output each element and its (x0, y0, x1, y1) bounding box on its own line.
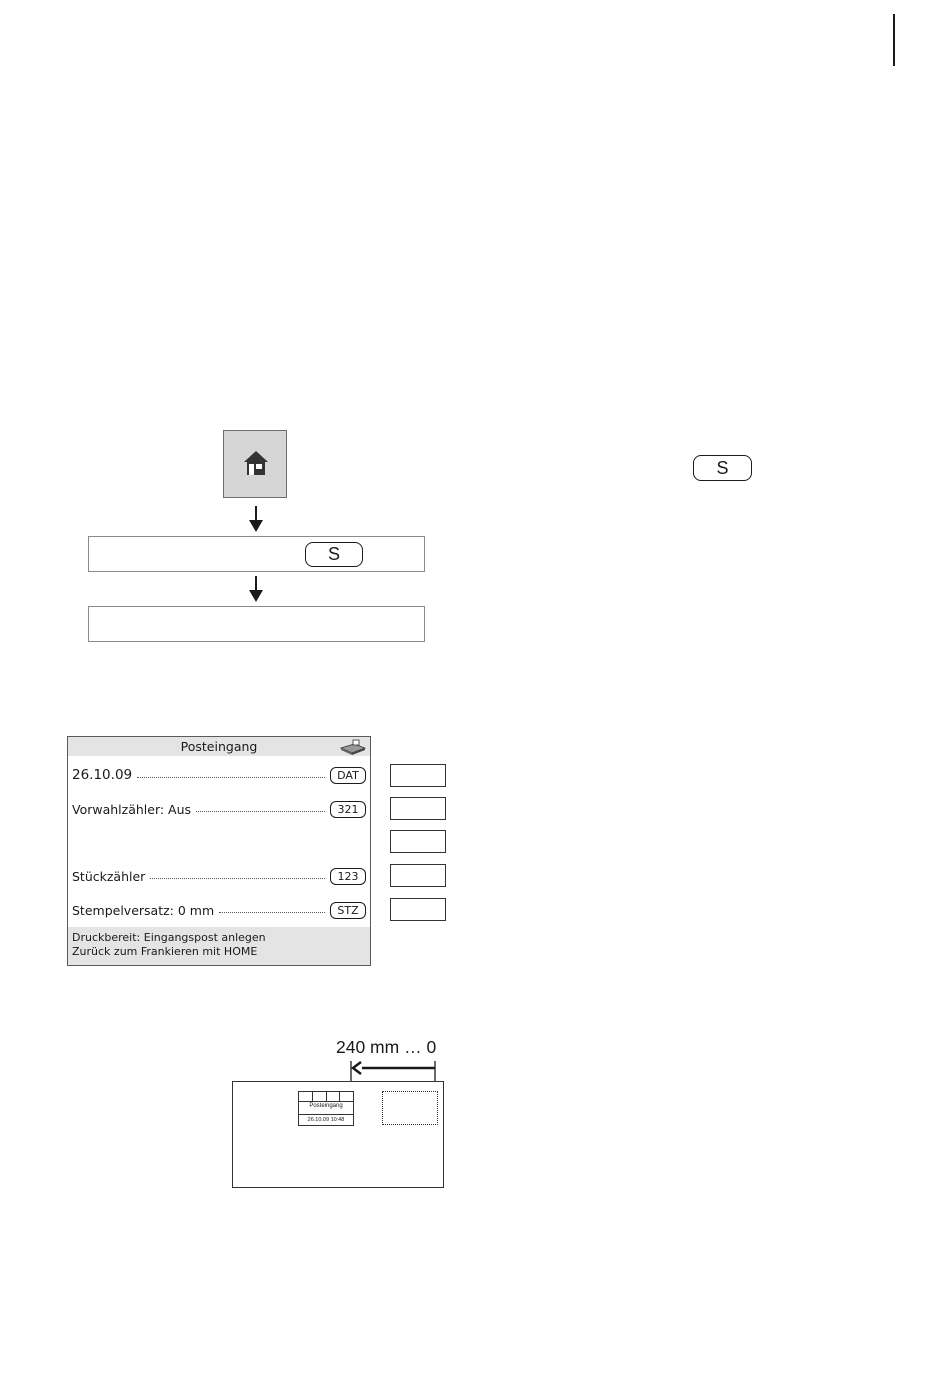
flow-step-box-1 (88, 536, 425, 572)
row-label: Stempelversatz: 0 mm (72, 902, 215, 918)
side-button-1[interactable] (390, 764, 446, 787)
dot-leader (137, 777, 325, 778)
side-button-5[interactable] (390, 898, 446, 921)
display-title: Posteingang (68, 737, 370, 756)
offset-dimension-label: 240 mm … 0 (336, 1037, 437, 1057)
display-status-bar (68, 927, 370, 965)
home-icon (243, 450, 269, 476)
softkey-dat[interactable]: DAT (330, 767, 366, 784)
imprint-stamp (298, 1091, 354, 1126)
device-display (67, 736, 371, 966)
postage-area (382, 1091, 438, 1125)
imprint-title: Posteingang (309, 1103, 343, 1109)
flow-step-box-2 (88, 606, 425, 642)
dot-leader (196, 811, 325, 812)
page-edge-marker (893, 14, 895, 66)
row-label: Vorwahlzähler: Aus (72, 801, 192, 817)
side-button-3[interactable] (390, 830, 446, 853)
dot-leader (219, 912, 325, 913)
softkey-123[interactable]: 123 (330, 868, 366, 885)
row-label: 26.10.09 (72, 767, 133, 783)
row-label: Stückzähler (72, 868, 146, 884)
display-row-date[interactable] (72, 765, 366, 785)
display-row-piece-counter[interactable] (72, 866, 366, 886)
display-row-stamp-offset[interactable] (72, 900, 366, 920)
side-button-2[interactable] (390, 797, 446, 820)
envelope (232, 1081, 444, 1188)
status-line-1: Druckbereit: Eingangspost anlegen (72, 931, 266, 944)
home-key[interactable] (223, 430, 287, 498)
s-key-button[interactable]: S (305, 542, 363, 567)
display-row-preset-counter[interactable] (72, 799, 366, 819)
status-line-2: Zurück zum Frankieren mit HOME (72, 945, 258, 958)
mail-tray-icon (340, 739, 366, 755)
side-button-4[interactable] (390, 864, 446, 887)
softkey-stz[interactable]: STZ (330, 902, 366, 919)
dot-leader (150, 878, 325, 879)
softkey-321[interactable]: 321 (330, 801, 366, 818)
imprint-datetime: 26.10.09 10:48 (299, 1114, 353, 1125)
s-key-reference[interactable]: S (693, 455, 752, 481)
